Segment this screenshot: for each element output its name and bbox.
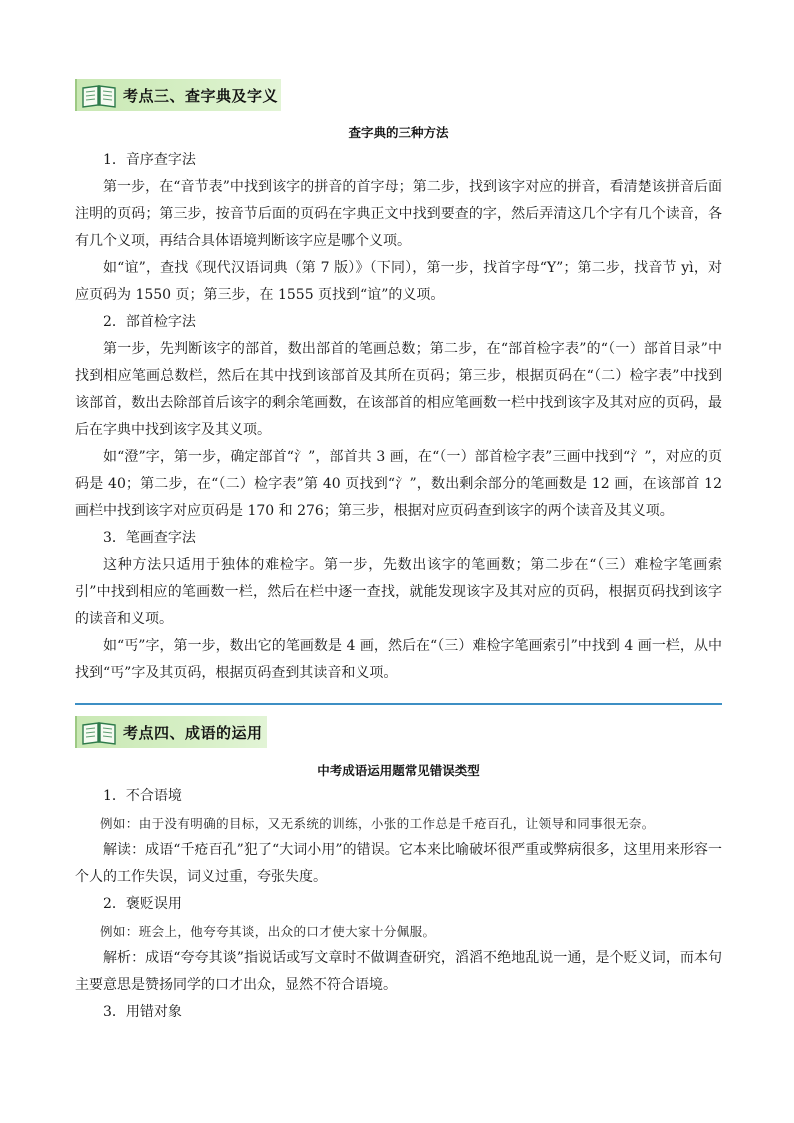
- book-icon: [81, 82, 117, 108]
- paragraph: 第一步，先判断该字的部首，数出部首的笔画总数；第二步，在“部首检字表”的“（一）部首目录”中找到相应笔画总数栏，然后在其中找到该部首及其所在页码；第三步，根据页码在“（二）检字表”中找到该部首，数出去除部首后该字的剩余笔画数，在该部首的相应笔画数一栏中找到该字及其对应的页码，最后在字典中找到该字及其义项。: [75, 341, 722, 438]
- method-heading: 2．部首检字法: [103, 314, 196, 330]
- section-title: 考点三、查字典及字义: [123, 86, 279, 105]
- method-heading: 3．笔画查字法: [103, 530, 196, 546]
- example-sentence: 例如：由于没有明确的目标，又无系统的训练，小张的工作总是千疮百孔，让领导和同事很无奈。: [100, 816, 655, 831]
- paragraph: 如“丐”字，第一步，数出它的笔画数是 4 画，然后在“（三）难检字笔画索引”中找到 4 画一栏，从中找到“丐”字及其页码，根据页码查到其读音和义项。: [75, 638, 722, 681]
- section-header-2: [75, 716, 267, 748]
- analysis-paragraph: 解析：成语“夸夸其谈”指说话或写文章时不做调查研究，滔滔不绝地乱说一通，是个贬义词，而本句主要意思是赞扬同学的口才出众，显然不符合语境。: [75, 950, 722, 993]
- article-title: 查字典的三种方法: [348, 125, 449, 140]
- example-sentence: 例如：班会上，他夸夸其谈，出众的口才使大家十分佩服。: [100, 924, 436, 939]
- book-icon: [81, 719, 117, 745]
- error-type-heading: 1．不合语境: [103, 788, 182, 804]
- paragraph: 这种方法只适用于独体的难检字。第一步，先数出该字的笔画数；第二步在“（三）难检字笔画索引”中找到相应的笔画数一栏，然后在栏中逐一查找，就能发现该字及其对应的页码，根据页码找到该字的读音和义项。: [75, 557, 722, 627]
- section-2-body: [75, 783, 722, 1026]
- section-1-body: [75, 147, 722, 687]
- analysis-paragraph: 解读：成语“千疮百孔”犯了“大词小用”的错误。它本来比喻破坏很严重或弊病很多，这里用来形容一个人的工作失误，词义过重，夸张失度。: [75, 842, 722, 885]
- section-header-1: [75, 79, 281, 111]
- section-divider: [75, 703, 722, 705]
- paragraph: 如“谊”，查找《现代汉语词典（第 7 版）》（下同），第一步，找首字母“Y”；第二步，找音节 yì，对应页码为 1550 页；第三步，在 1555 页找到“谊”的义项。: [75, 260, 722, 303]
- method-heading: 1．音序查字法: [103, 152, 196, 168]
- paragraph: 第一步，在“音节表”中找到该字的拼音的首字母；第二步，找到该字对应的拼音，看清楚该拼音后面注明的页码；第三步，按音节后面的页码在字典正文中找到要查的字，然后弄清这几个字有几个读音，各有几个义项，再结合具体语境判断该字应是哪个义项。: [75, 179, 722, 249]
- error-type-heading: 2．褒贬误用: [103, 896, 182, 912]
- paragraph: 如“澄”字，第一步，确定部首“氵”，部首共 3 画，在“（一）部首检字表”三画中找到“氵”，对应的页码是 40；第二步，在“（二）检字表”第 40 页找到“氵”，数出剩余部分的笔画数是 12 画，在该部首 12 画栏中找到该字对应页码是 170 和 276；第三步，根据对应页码查到该字的两个读音及其义项。: [75, 449, 722, 519]
- error-type-heading: 3．用错对象: [103, 1004, 182, 1020]
- article-title: 中考成语运用题常见错误类型: [317, 763, 480, 778]
- section-title: 考点四、成语的运用: [123, 723, 263, 742]
